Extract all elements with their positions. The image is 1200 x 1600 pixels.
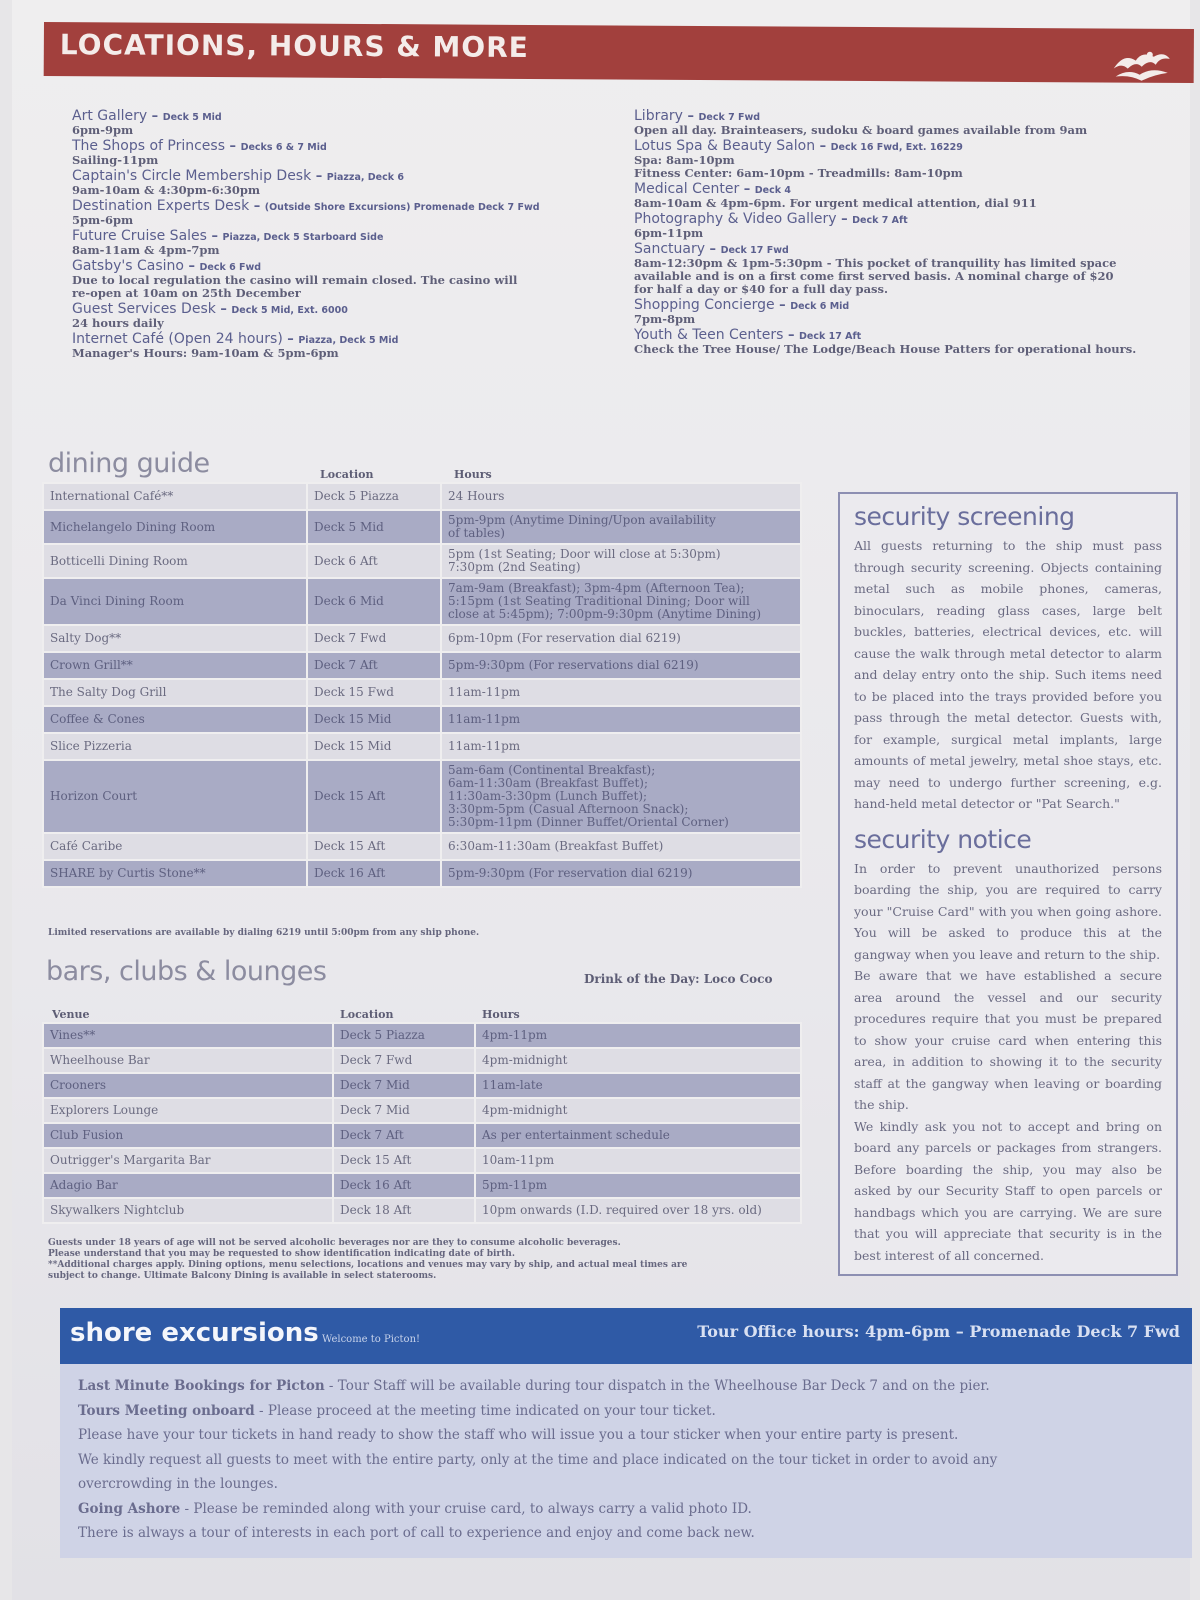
location-where: Piazza, Deck 5 Starboard Side	[222, 232, 384, 243]
bar-location: Deck 5 Piazza	[333, 1023, 475, 1048]
bar-location: Deck 18 Aft	[333, 1198, 475, 1223]
location-detail: re-open at 10am on 25th December	[72, 286, 301, 300]
dining-hours-line: 7am-9am (Breakfast); 3pm-4pm (Afternoon Tea);	[448, 581, 745, 595]
security-box	[838, 492, 1178, 1276]
dining-venue: Da Vinci Dining Room	[43, 578, 307, 625]
bar-row	[43, 1198, 801, 1223]
location-item	[72, 200, 632, 227]
location-detail: 24 hours daily	[72, 316, 164, 330]
location-dash: –	[206, 229, 223, 244]
dining-venue: SHARE by Curtis Stone**	[43, 860, 307, 887]
location-item	[634, 183, 1194, 210]
shore-excursions-title: shore excursions	[70, 1318, 319, 1348]
location-name: Gatsby's Casino	[72, 258, 184, 274]
dining-location: Deck 15 Aft	[307, 833, 441, 860]
shore-info-line	[78, 1472, 1178, 1497]
location-where: (Outside Shore Excursions) Promenade Deck 7 Fwd	[264, 202, 540, 213]
shore-info-line	[78, 1374, 1178, 1399]
dining-hours-line: 5pm-9:30pm (For reservations dial 6219)	[448, 658, 699, 672]
security-screening-title: security screening	[854, 502, 1075, 531]
bar-location: Deck 7 Mid	[333, 1073, 475, 1098]
dining-hours-line: 24 Hours	[448, 489, 505, 503]
drink-of-the-day: Drink of the Day: Loco Coco	[584, 972, 773, 986]
bar-location: Deck 15 Aft	[333, 1148, 475, 1173]
dining-hours-line: 11am-11pm	[448, 712, 521, 726]
location-detail: 8am-11am & 4pm-7pm	[72, 243, 220, 257]
bar-venue: Vines**	[43, 1023, 333, 1048]
shore-info-line	[78, 1521, 1178, 1546]
location-name: Medical Center	[634, 181, 740, 197]
location-dash: –	[836, 212, 853, 227]
location-dash: –	[215, 302, 232, 317]
dining-hours-line: 11:30am-3:30pm (Lunch Buffet);	[448, 789, 648, 803]
dining-venue: Slice Pizzeria	[43, 733, 307, 760]
location-item	[634, 243, 1194, 296]
security-notice-paragraph: In order to prevent unauthorized persons boarding the ship, you are required to carry your "Cruise Card" with you when going ashore. You will be asked to produce this at the gangway when you leave and return to the ship.	[854, 860, 1162, 962]
location-name: Library	[634, 108, 683, 124]
bar-row	[43, 1048, 801, 1073]
shore-info-text: - Please proceed at the meeting time indicated on your tour ticket.	[254, 1402, 716, 1419]
location-item	[72, 303, 632, 330]
shore-info-text: - Please be reminded along with your cruise card, to always carry a valid photo ID.	[180, 1500, 752, 1517]
dining-col-hours: Hours	[454, 468, 492, 481]
bar-venue: Crooners	[43, 1073, 333, 1098]
dining-row	[43, 578, 801, 625]
dining-row	[43, 760, 801, 833]
bar-row	[43, 1023, 801, 1048]
bar-hours: As per entertainment schedule	[475, 1123, 801, 1148]
security-screening-text: All guests returning to the ship must pass through security screening. Objects containing metal such as mobile phones, cameras, binoculars, reading glass cases, large belt buckles, batteries, electrical devices, etc. will cause the walk through metal detector to alarm and delay entry onto the ship. Such items need to be placed into the trays provided before you pass through the metal detector. Guests with, for example, surgical metal implants, large amounts of metal jewelry, metal shoe stays, etc. may need to undergo further screening, e.g. hand-held metal detector or "Pat Search."	[854, 538, 1162, 811]
dining-hours-line: 6am-11:30am (Breakfast Buffet);	[448, 776, 649, 790]
dining-hours	[441, 833, 801, 860]
location-detail: Open all day. Brainteasers, sudoku & board games available from 9am	[634, 123, 1088, 137]
location-dash: –	[249, 199, 265, 214]
location-item	[72, 110, 632, 137]
dining-row	[43, 860, 801, 887]
location-dash: –	[739, 182, 755, 197]
dining-hours-line: 5:30pm-11pm (Dinner Buffet/Oriental Corner)	[448, 815, 729, 829]
dining-guide-title: dining guide	[48, 448, 210, 479]
bar-row	[43, 1148, 801, 1173]
location-where: Deck 7 Fwd	[698, 112, 761, 123]
location-where: Deck 5 Mid	[162, 112, 222, 123]
location-item	[634, 329, 1194, 356]
dining-row	[43, 544, 801, 578]
tour-office-hours: Tour Office hours: 4pm-6pm – Promenade Deck 7 Fwd	[697, 1322, 1180, 1341]
bar-venue: Skywalkers Nightclub	[43, 1198, 333, 1223]
bar-row	[43, 1098, 801, 1123]
location-dash: –	[147, 109, 163, 124]
dining-hours	[441, 510, 801, 544]
location-detail: available and is on a first come first served basis. A nominal charge of $20	[634, 269, 1114, 283]
dining-hours	[441, 679, 801, 706]
shore-info-line	[78, 1448, 1178, 1473]
dining-note: Limited reservations are available by dialing 6219 until 5:00pm from any ship phone.	[48, 928, 480, 938]
bars-notes	[48, 1238, 808, 1282]
locations-right-column	[634, 110, 1194, 359]
location-where: Deck 16 Fwd, Ext. 16229	[830, 142, 963, 153]
bars-col-hours: Hours	[482, 1008, 520, 1021]
location-where: Piazza, Deck 5 Mid	[298, 335, 399, 346]
shore-info-line	[78, 1399, 1178, 1424]
dining-hours	[441, 760, 801, 833]
shore-info-lead: Tours Meeting onboard	[78, 1402, 255, 1419]
location-detail: Spa: 8am-10pm	[634, 153, 735, 167]
dining-row	[43, 510, 801, 544]
dining-hours-line: 3:30pm-5pm (Casual Afternoon Snack);	[448, 802, 689, 816]
dining-location: Deck 16 Aft	[307, 860, 441, 887]
location-name: Lotus Spa & Beauty Salon	[634, 138, 816, 154]
security-notice-text	[854, 858, 1162, 1267]
location-name: Photography & Video Gallery	[634, 211, 837, 227]
shore-info-lead: Last Minute Bookings for Picton	[78, 1378, 325, 1394]
dining-hours-line: 5pm-9:30pm (For reservation dial 6219)	[448, 866, 693, 880]
bars-title: bars, clubs & lounges	[46, 956, 327, 987]
bar-hours: 4pm-midnight	[475, 1098, 801, 1123]
location-item	[72, 230, 632, 257]
dining-row	[43, 625, 801, 652]
location-where: Piazza, Deck 6	[326, 172, 404, 183]
dining-hours	[441, 860, 801, 887]
location-where: Deck 4	[754, 185, 791, 196]
location-item	[72, 170, 632, 197]
location-name: Art Gallery	[72, 108, 148, 124]
location-dash: –	[705, 242, 721, 257]
bar-note-line: subject to change. Ultimate Balcony Dining is available in select staterooms.	[48, 1271, 437, 1281]
bar-venue: Adagio Bar	[43, 1173, 333, 1198]
location-detail: 6pm-9pm	[72, 123, 134, 137]
shore-info-line	[78, 1497, 1178, 1522]
shore-excursions-panel	[60, 1308, 1192, 1558]
dining-location: Deck 7 Fwd	[307, 625, 441, 652]
bar-note-line: **Additional charges apply. Dining options, menu selections, locations and venues may vary by ship, and actual meal times are	[48, 1260, 688, 1270]
location-detail: Check the Tree House/ The Lodge/Beach House Patters for operational hours.	[634, 342, 1137, 356]
location-name: Youth & Teen Centers	[634, 327, 784, 343]
location-detail: 8am-10am & 4pm-6pm. For urgent medical attention, dial 911	[634, 196, 1037, 210]
location-dash: –	[282, 332, 299, 347]
location-dash: –	[774, 298, 791, 313]
dining-location: Deck 7 Aft	[307, 652, 441, 679]
location-dash: –	[183, 259, 200, 274]
bar-hours: 5pm-11pm	[475, 1173, 801, 1198]
locations-left-column	[72, 110, 632, 363]
location-name: Guest Services Desk	[72, 301, 216, 317]
location-item	[72, 260, 632, 300]
location-dash: –	[311, 169, 327, 184]
location-where: Deck 6 Fwd	[199, 262, 262, 273]
location-detail: 8am-12:30pm & 1pm-5:30pm - This pocket of tranquility has limited space	[634, 256, 1117, 270]
location-item	[634, 213, 1194, 240]
location-name: Captain's Circle Membership Desk	[72, 168, 312, 184]
bar-note-line: Please understand that you may be requested to show identification indicating date of birth.	[48, 1249, 515, 1259]
location-where: Deck 17 Aft	[799, 331, 862, 342]
dining-location: Deck 15 Aft	[307, 760, 441, 833]
location-name: The Shops of Princess	[72, 138, 226, 154]
location-where: Deck 7 Aft	[852, 215, 908, 226]
location-name: Sanctuary	[634, 241, 706, 257]
location-dash: –	[682, 109, 699, 124]
location-name: Destination Experts Desk	[72, 198, 250, 214]
security-notice-paragraph: Be aware that we have established a secure area around the vessel and our security procedures require that you must be prepared to show your cruise card when entering this area, in addition to showing it to the security staff at the gangway when leaving or boarding the ship.	[854, 968, 1162, 1112]
location-item	[634, 299, 1194, 326]
shore-excursions-header	[60, 1308, 1192, 1364]
location-name: Future Cruise Sales	[72, 228, 207, 244]
bar-location: Deck 7 Mid	[333, 1098, 475, 1123]
shore-excursions-info	[78, 1374, 1178, 1546]
dining-venue: Botticelli Dining Room	[43, 544, 307, 578]
dining-venue: Salty Dog**	[43, 625, 307, 652]
shore-info-text: Please have your tour tickets in hand ready to show the staff who will issue you a tour sticker when your entire party is present.	[78, 1427, 959, 1443]
location-detail: Sailing-11pm	[72, 153, 159, 167]
location-where: Deck 5 Mid, Ext. 6000	[231, 305, 348, 316]
bar-venue: Explorers Lounge	[43, 1098, 333, 1123]
dining-col-location: Location	[320, 468, 374, 481]
shore-info-text: overcrowding in the lounges.	[78, 1476, 278, 1492]
dining-hours-line: 5pm (1st Seating; Door will close at 5:30pm)	[448, 547, 721, 561]
bar-hours: 10pm onwards (I.D. required over 18 yrs. old)	[475, 1198, 801, 1223]
dining-hours	[441, 625, 801, 652]
dining-row	[43, 652, 801, 679]
bar-row	[43, 1123, 801, 1148]
dining-hours-line: 11am-11pm	[448, 685, 521, 699]
dining-hours-line: of tables)	[448, 526, 505, 540]
bar-row	[43, 1173, 801, 1198]
location-item	[634, 140, 1194, 180]
seawitch-logo-icon	[1110, 47, 1172, 85]
bars-table	[42, 1022, 802, 1224]
dining-venue: Café Caribe	[43, 833, 307, 860]
dining-venue: Crown Grill**	[43, 652, 307, 679]
dining-hours	[441, 483, 801, 510]
location-item	[72, 140, 632, 167]
location-where: Deck 17 Fwd	[720, 245, 789, 256]
location-name: Shopping Concierge	[634, 297, 775, 313]
dining-row	[43, 483, 801, 510]
dining-hours-line: 11am-11pm	[448, 739, 521, 753]
dining-hours	[441, 578, 801, 625]
shore-info-line	[78, 1423, 1178, 1448]
location-detail: 9am-10am & 4:30pm-6:30pm	[72, 183, 261, 197]
dining-row	[43, 733, 801, 760]
dining-location: Deck 5 Mid	[307, 510, 441, 544]
location-detail: for half a day or $40 for a full day pass.	[634, 282, 888, 296]
shore-info-text: There is always a tour of interests in each port of call to experience and enjoy and come back new.	[78, 1525, 755, 1541]
dining-venue: Horizon Court	[43, 760, 307, 833]
location-dash: –	[783, 328, 800, 343]
location-detail: 5pm-6pm	[72, 213, 134, 227]
menu-page	[12, 0, 1190, 1600]
location-detail: Fitness Center: 6am-10pm - Treadmills: 8am-10pm	[634, 166, 963, 180]
bar-note-line: Guests under 18 years of age will not be served alcoholic beverages nor are they to consume alcoholic beverages.	[48, 1238, 621, 1248]
bar-hours: 4pm-11pm	[475, 1023, 801, 1048]
dining-location: Deck 15 Mid	[307, 733, 441, 760]
dining-venue: The Salty Dog Grill	[43, 679, 307, 706]
location-name: Internet Café (Open 24 hours)	[72, 331, 283, 347]
bar-hours: 11am-late	[475, 1073, 801, 1098]
dining-hours-line: 6:30am-11:30am (Breakfast Buffet)	[448, 839, 664, 853]
bar-venue: Wheelhouse Bar	[43, 1048, 333, 1073]
dining-hours-line: 5pm-9pm (Anytime Dining/Upon availability	[448, 513, 716, 527]
shore-info-text: - Tour Staff will be available during tour dispatch in the Wheelhouse Bar Deck 7 and on the pier.	[324, 1378, 990, 1394]
shore-info-lead: Going Ashore	[78, 1500, 181, 1517]
bar-location: Deck 7 Fwd	[333, 1048, 475, 1073]
location-dash: –	[815, 139, 831, 154]
dining-venue: Michelangelo Dining Room	[43, 510, 307, 544]
dining-hours-line: 7:30pm (2nd Seating)	[448, 560, 581, 574]
security-notice-paragraph: We kindly ask you not to accept and bring on board any parcels or packages from strangers. Before boarding the ship, you may also be asked by our Security Staff to open parcels or handbags which you are carrying. We are sure that you will appreciate that security is in the best interest of all concerned.	[854, 1118, 1162, 1263]
bars-col-location: Location	[340, 1008, 394, 1021]
dining-hours	[441, 652, 801, 679]
dining-table	[42, 482, 802, 888]
dining-hours-line: 5:15pm (1st Seating Traditional Dining; Door will	[448, 594, 750, 608]
dining-location: Deck 6 Mid	[307, 578, 441, 625]
location-where: Deck 6 Mid	[790, 301, 850, 312]
shore-info-text: We kindly request all guests to meet with the entire party, only at the time and place indicated on the tour ticket in order to avoid any	[78, 1451, 998, 1468]
page-header	[44, 22, 1194, 83]
dining-hours-line: close at 5:45pm); 7:00pm-9:30pm (Anytime Dining)	[448, 607, 762, 621]
bar-venue: Club Fusion	[43, 1123, 333, 1148]
location-detail: 7pm-8pm	[634, 312, 696, 326]
dining-row	[43, 679, 801, 706]
bars-col-venue: Venue	[52, 1008, 90, 1021]
dining-hours	[441, 733, 801, 760]
dining-venue: Coffee & Cones	[43, 706, 307, 733]
dining-location: Deck 15 Mid	[307, 706, 441, 733]
dining-hours	[441, 544, 801, 578]
shore-excursions-subtitle: Welcome to Picton!	[322, 1334, 421, 1345]
security-notice-title: security notice	[854, 824, 1032, 854]
location-where: Decks 6 & 7 Mid	[240, 142, 327, 153]
bar-location: Deck 7 Aft	[333, 1123, 475, 1148]
location-item	[634, 110, 1194, 137]
dining-hours	[441, 706, 801, 733]
page-title: LOCATIONS, HOURS & MORE	[59, 28, 529, 64]
bar-hours: 4pm-midnight	[475, 1048, 801, 1073]
dining-location: Deck 5 Piazza	[307, 483, 441, 510]
bar-venue: Outrigger's Margarita Bar	[43, 1148, 333, 1173]
dining-row	[43, 833, 801, 860]
dining-hours-line: 6pm-10pm (For reservation dial 6219)	[448, 631, 681, 645]
dining-location: Deck 6 Aft	[307, 544, 441, 578]
dining-row	[43, 706, 801, 733]
dining-location: Deck 15 Fwd	[307, 679, 441, 706]
location-detail: 6pm-11pm	[634, 226, 704, 240]
location-item	[72, 333, 632, 360]
dining-hours-line: 5am-6am (Continental Breakfast);	[448, 763, 656, 777]
bar-hours: 10am-11pm	[475, 1148, 801, 1173]
location-dash: –	[225, 139, 241, 154]
bar-row	[43, 1073, 801, 1098]
location-detail: Due to local regulation the casino will remain closed. The casino will	[72, 273, 518, 287]
bar-location: Deck 16 Aft	[333, 1173, 475, 1198]
location-detail: Manager's Hours: 9am-10am & 5pm-6pm	[72, 346, 339, 360]
dining-venue: International Café**	[43, 483, 307, 510]
